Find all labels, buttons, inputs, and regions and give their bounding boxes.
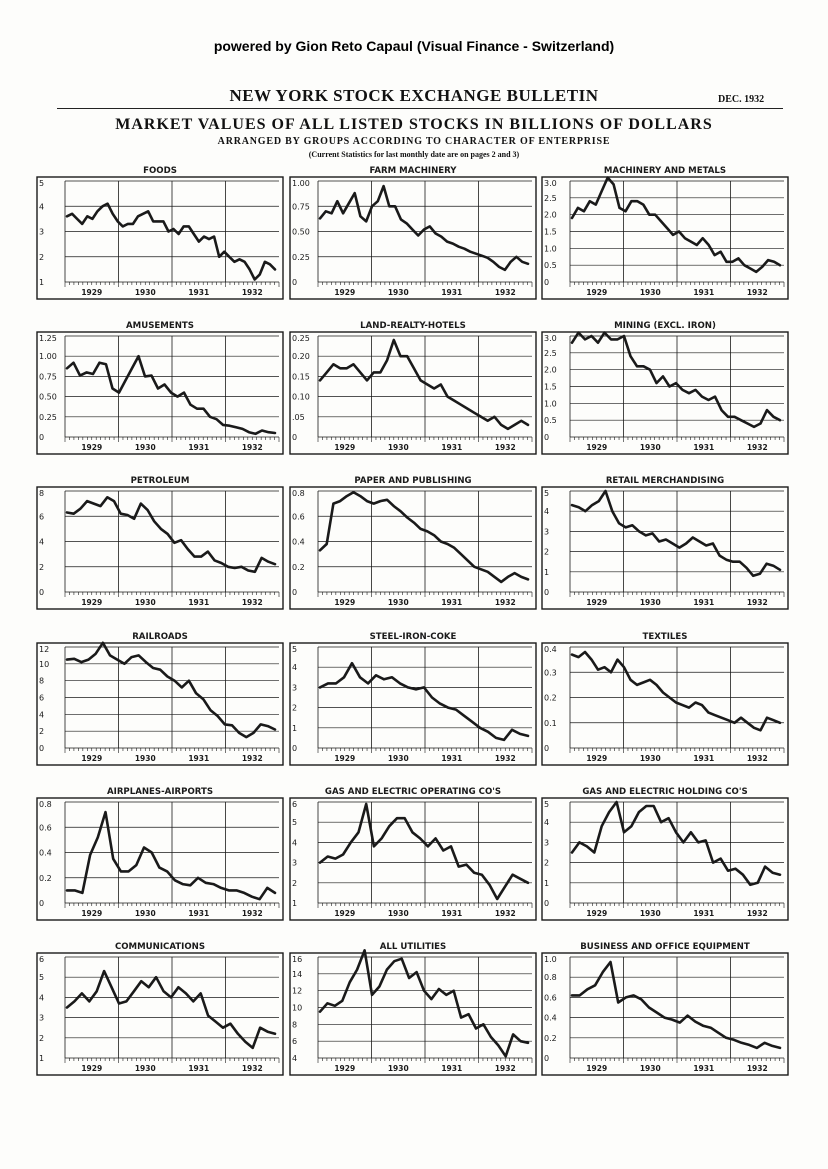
x-tick-label: 1929 <box>334 598 356 607</box>
y-tick-label: 0 <box>39 899 45 908</box>
y-tick-label: 12 <box>292 986 303 996</box>
x-tick-label: 1931 <box>188 288 210 297</box>
x-tick-label: 1930 <box>134 1064 156 1073</box>
y-tick-label: 0.25 <box>39 412 57 422</box>
y-tick-label: 1 <box>39 1054 45 1063</box>
y-tick-label: 3.0 <box>544 334 557 343</box>
y-tick-label: 8 <box>292 1020 298 1030</box>
y-tick-label: 2 <box>544 547 550 557</box>
y-tick-label: 0.8 <box>544 973 557 983</box>
y-tick-label: 0.4 <box>39 848 52 858</box>
y-tick-label: 8 <box>39 676 45 686</box>
chart-frame <box>542 953 788 1075</box>
x-tick-label: 1932 <box>746 909 768 918</box>
y-tick-label: 0.25 <box>292 252 310 262</box>
y-tick-label: 0 <box>544 278 550 287</box>
series-line <box>67 356 275 434</box>
y-tick-label: 0 <box>544 899 550 908</box>
chart-frame <box>290 643 536 765</box>
chart-business-and-office-equipment <box>542 942 788 1075</box>
series-line <box>67 971 275 1048</box>
x-tick-label: 1932 <box>494 909 516 918</box>
chart-title: MACHINERY AND METALS <box>603 166 727 176</box>
y-tick-label: 1.25 <box>39 334 57 343</box>
y-tick-label: 4 <box>292 1054 298 1063</box>
y-tick-label: 3 <box>292 683 298 693</box>
y-tick-label: 0 <box>39 744 45 753</box>
x-tick-label: 1930 <box>387 909 409 918</box>
x-tick-label: 1931 <box>441 288 463 297</box>
series-line <box>572 652 780 730</box>
y-tick-label: 0 <box>292 588 298 597</box>
page-title: MARKET VALUES OF ALL LISTED STOCKS IN BILLIONS OF DOLLARS <box>115 116 713 133</box>
chart-frame <box>37 177 283 299</box>
x-tick-label: 1929 <box>586 443 608 452</box>
x-tick-label: 1929 <box>586 1064 608 1073</box>
x-tick-label: 1931 <box>441 598 463 607</box>
y-tick-label: 0.15 <box>292 372 310 382</box>
y-tick-label: 1.00 <box>39 352 57 362</box>
y-tick-label: 0.8 <box>292 489 305 498</box>
y-tick-label: 2.5 <box>544 193 557 203</box>
series-line <box>572 178 780 272</box>
y-tick-label: 4 <box>39 537 45 547</box>
y-tick-label: 2 <box>39 252 45 262</box>
chart-title: FARM MACHINERY <box>369 166 457 176</box>
series-line <box>67 812 275 899</box>
x-tick-label: 1931 <box>693 598 715 607</box>
y-tick-label: 1.5 <box>544 227 557 237</box>
x-tick-label: 1930 <box>134 288 156 297</box>
y-tick-label: 16 <box>292 955 303 964</box>
y-tick-label: 0.50 <box>39 392 57 402</box>
y-tick-label: 4 <box>39 993 45 1003</box>
x-tick-label: 1931 <box>693 443 715 452</box>
y-tick-label: 0.4 <box>544 1013 557 1023</box>
chart-machinery-and-metals <box>542 166 788 299</box>
x-tick-label: 1929 <box>586 288 608 297</box>
y-tick-label: 0 <box>544 1054 550 1063</box>
chart-title: PETROLEUM <box>130 476 190 486</box>
x-tick-label: 1932 <box>746 1064 768 1073</box>
y-tick-label: 6 <box>292 800 298 809</box>
y-tick-label: 0.75 <box>39 372 57 382</box>
y-tick-label: 5 <box>39 179 45 188</box>
x-tick-label: 1930 <box>134 909 156 918</box>
chart-gas-and-electric-holding-co-s <box>542 787 788 920</box>
y-tick-label: 3 <box>544 838 550 848</box>
y-tick-label: 2 <box>39 562 45 572</box>
x-tick-label: 1930 <box>639 909 661 918</box>
y-tick-label: 4 <box>39 202 45 212</box>
chart-frame <box>290 487 536 609</box>
x-tick-label: 1930 <box>639 443 661 452</box>
y-tick-label: 0.6 <box>39 823 52 833</box>
chart-title: TEXTILES <box>642 632 688 642</box>
chart-foods <box>37 166 283 299</box>
chart-amusements <box>37 321 283 454</box>
chart-gas-and-electric-operating-co-s <box>290 787 536 920</box>
x-tick-label: 1930 <box>639 598 661 607</box>
y-tick-label: 4 <box>292 663 298 673</box>
x-tick-label: 1929 <box>81 1064 103 1073</box>
chart-frame <box>37 332 283 454</box>
series-line <box>67 204 275 280</box>
x-tick-label: 1929 <box>586 909 608 918</box>
y-tick-label: 0.2 <box>39 873 52 883</box>
chart-railroads <box>37 632 283 765</box>
y-tick-label: 0.20 <box>292 352 310 362</box>
x-tick-label: 1932 <box>494 443 516 452</box>
y-tick-label: 0 <box>39 588 45 597</box>
x-tick-label: 1931 <box>188 1064 210 1073</box>
chart-land-realty-hotels <box>290 321 536 454</box>
y-tick-label: 0.2 <box>544 693 557 703</box>
chart-title: AIRPLANES-AIRPORTS <box>106 787 214 797</box>
series-line <box>67 497 275 572</box>
x-tick-label: 1932 <box>494 1064 516 1073</box>
bulletin-date: DEC. 1932 <box>718 94 765 105</box>
chart-frame <box>290 798 536 920</box>
y-tick-label: 1.5 <box>544 382 557 392</box>
x-tick-label: 1929 <box>81 443 103 452</box>
y-tick-label: 6 <box>39 512 45 522</box>
chart-airplanes-airports <box>37 787 283 920</box>
y-tick-label: 0 <box>544 433 550 442</box>
chart-frame <box>37 953 283 1075</box>
y-tick-label: 0.1 <box>544 718 557 728</box>
y-tick-label: 6 <box>39 693 45 703</box>
x-tick-label: 1932 <box>746 443 768 452</box>
chart-title: AMUSEMENTS <box>126 321 194 331</box>
y-tick-label: 1 <box>544 567 550 577</box>
x-tick-label: 1932 <box>241 909 263 918</box>
chart-frame <box>290 332 536 454</box>
y-tick-label: 4 <box>39 710 45 720</box>
chart-title: MINING (EXCL. IRON) <box>614 321 716 331</box>
chart-frame <box>542 798 788 920</box>
x-tick-label: 1930 <box>387 1064 409 1073</box>
y-tick-label: 1 <box>544 878 550 888</box>
chart-all-utilities <box>290 942 536 1075</box>
y-tick-label: 0 <box>292 278 298 287</box>
y-tick-label: 0.4 <box>292 537 305 547</box>
y-tick-label: 5 <box>292 818 298 828</box>
x-tick-label: 1930 <box>134 443 156 452</box>
chart-farm-machinery <box>290 166 536 299</box>
y-tick-label: 1.00 <box>292 179 310 188</box>
chart-title: FOODS <box>143 166 177 176</box>
x-tick-label: 1932 <box>494 598 516 607</box>
x-tick-label: 1929 <box>81 754 103 763</box>
chart-textiles <box>542 632 788 765</box>
series-line <box>320 804 528 899</box>
x-tick-label: 1930 <box>387 288 409 297</box>
x-tick-label: 1931 <box>441 1064 463 1073</box>
y-tick-label: 0.5 <box>544 261 557 271</box>
y-tick-label: 2.5 <box>544 348 557 358</box>
y-tick-label: 1.0 <box>544 399 557 409</box>
y-tick-label: 0.5 <box>544 416 557 426</box>
y-tick-label: 0.50 <box>292 227 310 237</box>
y-tick-label: 2.0 <box>544 210 557 220</box>
y-tick-label: 0.3 <box>544 668 557 678</box>
y-tick-label: 0.6 <box>292 512 305 522</box>
x-tick-label: 1929 <box>334 754 356 763</box>
x-tick-label: 1930 <box>639 288 661 297</box>
y-tick-label: 0.2 <box>292 562 305 572</box>
y-tick-label: 10 <box>292 1003 303 1013</box>
x-tick-label: 1931 <box>441 909 463 918</box>
y-tick-label: 4 <box>292 838 298 848</box>
y-tick-label: 3 <box>39 1013 45 1023</box>
chart-frame <box>542 332 788 454</box>
x-tick-label: 1929 <box>334 909 356 918</box>
y-tick-label: 3.0 <box>544 179 557 188</box>
y-tick-label: 0.10 <box>292 392 310 402</box>
chart-communications <box>37 942 283 1075</box>
chart-petroleum <box>37 476 283 609</box>
x-tick-label: 1930 <box>387 598 409 607</box>
x-tick-label: 1929 <box>586 754 608 763</box>
y-tick-label: 6 <box>292 1037 298 1047</box>
chart-title: BUSINESS AND OFFICE EQUIPMENT <box>580 942 750 952</box>
y-tick-label: 14 <box>292 969 303 979</box>
x-tick-label: 1932 <box>746 754 768 763</box>
x-tick-label: 1930 <box>134 754 156 763</box>
series-line <box>572 491 780 576</box>
y-tick-label: 2 <box>292 878 298 888</box>
x-tick-label: 1930 <box>639 754 661 763</box>
y-tick-label: 0.8 <box>39 800 52 809</box>
y-tick-label: 5 <box>544 489 550 498</box>
series-line <box>320 950 528 1056</box>
y-tick-label: 0 <box>39 433 45 442</box>
y-tick-label: 2 <box>292 703 298 713</box>
series-line <box>320 186 528 270</box>
y-tick-label: 2.0 <box>544 365 557 375</box>
x-tick-label: 1932 <box>494 288 516 297</box>
x-tick-label: 1931 <box>693 288 715 297</box>
x-tick-label: 1931 <box>693 909 715 918</box>
x-tick-label: 1929 <box>81 598 103 607</box>
y-tick-label: 3 <box>544 527 550 537</box>
chart-frame <box>37 487 283 609</box>
x-tick-label: 1931 <box>693 754 715 763</box>
x-tick-label: 1930 <box>639 1064 661 1073</box>
chart-title: GAS AND ELECTRIC HOLDING CO'S <box>582 787 748 797</box>
y-tick-label: 2 <box>544 858 550 868</box>
chart-title: GAS AND ELECTRIC OPERATING CO'S <box>324 787 502 797</box>
x-tick-label: 1929 <box>586 598 608 607</box>
y-tick-label: 0 <box>544 588 550 597</box>
series-line <box>572 962 780 1048</box>
x-tick-label: 1931 <box>693 1064 715 1073</box>
chart-title: STEEL-IRON-COKE <box>369 632 457 642</box>
chart-mining-excl-iron <box>542 321 788 454</box>
chart-title: LAND-REALTY-HOTELS <box>360 321 466 331</box>
y-tick-label: 0 <box>292 433 298 442</box>
y-tick-label: 0.4 <box>544 645 557 654</box>
chart-frame <box>542 177 788 299</box>
credit-line: powered by Gion Reto Capaul (Visual Finance - Switzerland) <box>213 38 615 54</box>
x-tick-label: 1931 <box>188 754 210 763</box>
chart-frame <box>542 487 788 609</box>
chart-frame <box>37 643 283 765</box>
chart-title: RETAIL MERCHANDISING <box>605 476 725 486</box>
x-tick-label: 1929 <box>334 1064 356 1073</box>
y-tick-label: 5 <box>292 645 298 654</box>
x-tick-label: 1930 <box>387 443 409 452</box>
x-tick-label: 1932 <box>241 1064 263 1073</box>
y-tick-label: 0 <box>292 744 298 753</box>
x-tick-label: 1931 <box>188 598 210 607</box>
chart-frame <box>290 953 536 1075</box>
x-tick-label: 1931 <box>441 754 463 763</box>
y-tick-label: 8 <box>39 489 45 498</box>
y-tick-label: 2 <box>39 727 45 737</box>
y-tick-label: 2 <box>39 1033 45 1043</box>
x-tick-label: 1932 <box>746 598 768 607</box>
chart-frame <box>290 177 536 299</box>
chart-frame <box>542 643 788 765</box>
series-line <box>320 492 528 582</box>
x-tick-label: 1932 <box>241 598 263 607</box>
page-subtitle: ARRANGED BY GROUPS ACCORDING TO CHARACTER OF ENTERPRISE <box>217 136 611 147</box>
y-tick-label: 1 <box>39 278 45 287</box>
series-line <box>67 643 275 737</box>
chart-frame <box>37 798 283 920</box>
y-tick-label: 0 <box>544 744 550 753</box>
y-tick-label: 1 <box>292 723 298 733</box>
chart-title: PAPER AND PUBLISHING <box>354 476 472 486</box>
bulletin-title: NEW YORK STOCK EXCHANGE BULLETIN <box>229 86 599 105</box>
x-tick-label: 1929 <box>334 443 356 452</box>
x-tick-label: 1930 <box>387 754 409 763</box>
x-tick-label: 1932 <box>241 443 263 452</box>
y-tick-label: 0.75 <box>292 202 310 212</box>
y-tick-label: 0.2 <box>544 1033 557 1043</box>
y-tick-label: 3 <box>39 227 45 237</box>
x-tick-label: 1929 <box>81 909 103 918</box>
y-tick-label: 12 <box>39 645 50 654</box>
x-tick-label: 1932 <box>241 288 263 297</box>
chart-title: COMMUNICATIONS <box>114 942 206 952</box>
series-line <box>572 802 780 885</box>
y-tick-label: 4 <box>544 818 550 828</box>
y-tick-label: 5 <box>544 800 550 809</box>
series-line <box>320 340 528 429</box>
y-tick-label: 1.0 <box>544 955 557 964</box>
x-tick-label: 1929 <box>81 288 103 297</box>
y-tick-label: 10 <box>39 659 50 669</box>
chart-steel-iron-coke <box>290 632 536 765</box>
x-tick-label: 1932 <box>746 288 768 297</box>
chart-title: ALL UTILITIES <box>379 942 447 952</box>
x-tick-label: 1931 <box>441 443 463 452</box>
x-tick-label: 1931 <box>188 443 210 452</box>
x-tick-label: 1931 <box>188 909 210 918</box>
y-tick-label: 6 <box>39 955 45 964</box>
x-tick-label: 1930 <box>134 598 156 607</box>
chart-title: RAILROADS <box>132 632 188 642</box>
x-tick-label: 1929 <box>334 288 356 297</box>
y-tick-label: .05 <box>292 412 305 422</box>
series-line <box>320 663 528 740</box>
y-tick-label: 0.25 <box>292 334 310 343</box>
y-tick-label: 1.0 <box>544 244 557 254</box>
y-tick-label: 1 <box>292 899 298 908</box>
x-tick-label: 1932 <box>494 754 516 763</box>
chart-paper-and-publishing <box>290 476 536 609</box>
series-line <box>572 333 780 427</box>
y-tick-label: 3 <box>292 858 298 868</box>
chart-retail-merchandising <box>542 476 788 609</box>
page-note: (Current Statistics for last monthly date are on pages 2 and 3) <box>308 150 520 159</box>
y-tick-label: 5 <box>39 973 45 983</box>
y-tick-label: 0.6 <box>544 993 557 1003</box>
x-tick-label: 1932 <box>241 754 263 763</box>
y-tick-label: 4 <box>544 507 550 517</box>
